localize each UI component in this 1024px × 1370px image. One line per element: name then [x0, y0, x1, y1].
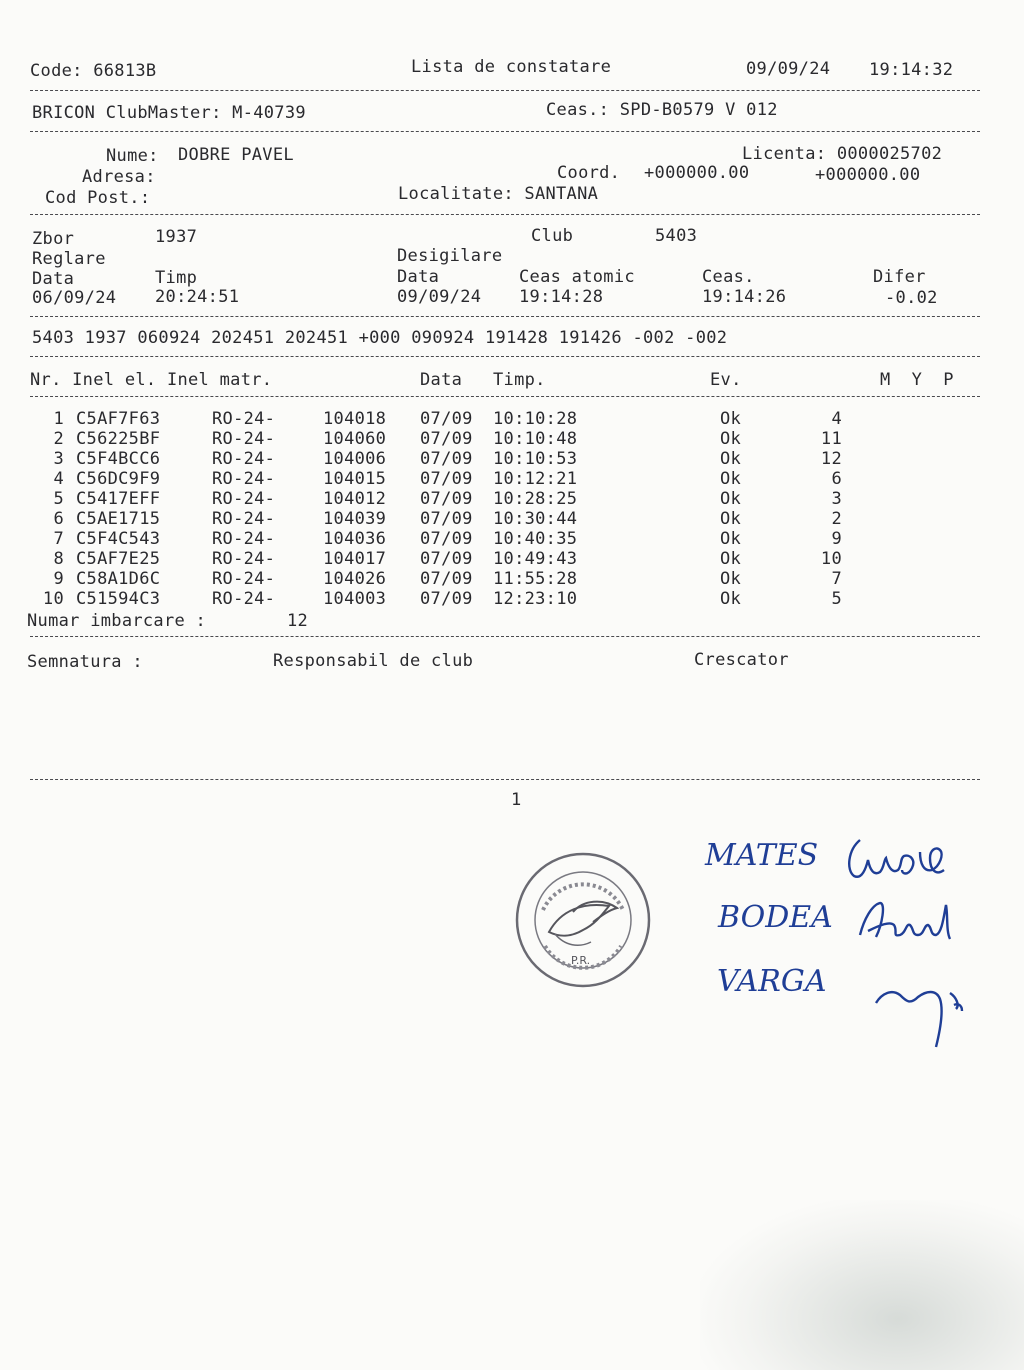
ring-prefix: RO-24-: [212, 569, 276, 589]
event-status: Ok: [720, 469, 742, 489]
table-row: [0, 589, 1024, 609]
signature-3-icon: [870, 975, 980, 1055]
arrival-time: 10:49:43: [493, 549, 578, 569]
nume-label: Nume:: [106, 146, 159, 166]
ring-number: 104006: [323, 449, 387, 469]
arrival-date: 07/09: [420, 409, 473, 429]
header-time: 19:14:32: [869, 60, 954, 80]
ring-electronic: C56225BF: [76, 429, 161, 449]
ring-prefix: RO-24-: [212, 449, 276, 469]
club-responsible-label: Responsabil de club: [273, 651, 474, 671]
ring-electronic: C5F4C543: [76, 529, 161, 549]
row-nr: 2: [53, 429, 64, 449]
divider: [30, 214, 980, 215]
ring-number: 104018: [323, 409, 387, 429]
club-value: 5403: [655, 226, 698, 246]
signature-label: Semnatura :: [27, 652, 143, 672]
table-row: [0, 529, 1024, 549]
arrival-date: 07/09: [420, 489, 473, 509]
arrival-date: 07/09: [420, 589, 473, 609]
rank: 3: [831, 489, 842, 509]
ring-number: 104012: [323, 489, 387, 509]
ceas-value: 19:14:26: [702, 287, 787, 307]
row-nr: 3: [53, 449, 64, 469]
difer-value: -0.02: [885, 288, 938, 308]
desig-data-label: Data: [397, 267, 440, 287]
code-label: Code: 66813B: [30, 61, 157, 81]
ring-electronic: C51594C3: [76, 589, 161, 609]
table-row: [0, 449, 1024, 469]
arrival-time: 10:10:53: [493, 449, 578, 469]
arrival-time: 12:23:10: [493, 589, 578, 609]
rank: 9: [831, 529, 842, 549]
ring-prefix: RO-24-: [212, 469, 276, 489]
svg-text:P.R.: P.R.: [571, 954, 591, 967]
table-row: [0, 469, 1024, 489]
ring-prefix: RO-24-: [212, 529, 276, 549]
arrival-date: 07/09: [420, 469, 473, 489]
club-label: Club: [531, 226, 574, 246]
breeder-label: Crescator: [694, 650, 789, 670]
rank: 5: [831, 589, 842, 609]
ring-prefix: RO-24-: [212, 549, 276, 569]
event-status: Ok: [720, 509, 742, 529]
ring-prefix: RO-24-: [212, 509, 276, 529]
rank: 11: [820, 429, 842, 449]
col-header-data: Data: [420, 370, 463, 390]
ceas-atomic-label: Ceas atomic: [519, 267, 635, 287]
divider: [30, 636, 980, 637]
row-nr: 5: [53, 489, 64, 509]
signature-1-icon: [840, 830, 960, 890]
signature-2-icon: [850, 895, 960, 950]
col-header-myp: M Y P: [880, 370, 954, 390]
divider: [30, 90, 980, 91]
ceas-atomic-value: 19:14:28: [519, 287, 604, 307]
event-status: Ok: [720, 489, 742, 509]
col-header-nr-inel: Nr. Inel el. Inel matr.: [30, 370, 273, 390]
col-header-timp: Timp.: [493, 370, 546, 390]
event-status: Ok: [720, 569, 742, 589]
imbarcare-value: 12: [287, 611, 309, 631]
rank: 7: [831, 569, 842, 589]
page-number: 1: [511, 790, 522, 810]
event-status: Ok: [720, 589, 742, 609]
ceas-label: Ceas.: [702, 267, 755, 287]
table-row: [0, 489, 1024, 509]
ring-prefix: RO-24-: [212, 489, 276, 509]
rank: 10: [820, 549, 842, 569]
ring-electronic: C5417EFF: [76, 489, 161, 509]
arrival-time: 10:40:35: [493, 529, 578, 549]
clubmaster-id: BRICON ClubMaster: M-40739: [32, 103, 306, 123]
handwritten-name-mates: MATES: [705, 838, 819, 873]
ring-prefix: RO-24-: [212, 409, 276, 429]
event-status: Ok: [720, 429, 742, 449]
adresa-label: Adresa:: [82, 167, 156, 187]
row-nr: 1: [53, 409, 64, 429]
table-row: [0, 549, 1024, 569]
ring-number: 104015: [323, 469, 387, 489]
arrival-date: 07/09: [420, 529, 473, 549]
table-row: [0, 429, 1024, 449]
ring-number: 104026: [323, 569, 387, 589]
ring-prefix: RO-24-: [212, 589, 276, 609]
row-nr: 7: [53, 529, 64, 549]
handwritten-name-varga: VARGA: [717, 964, 827, 999]
arrival-time: 10:10:48: [493, 429, 578, 449]
imbarcare-label: Numar imbarcare :: [27, 611, 207, 631]
ring-electronic: C58A1D6C: [76, 569, 161, 589]
event-status: Ok: [720, 449, 742, 469]
coord-label: Coord.: [557, 163, 621, 183]
table-row: [0, 409, 1024, 429]
arrival-time: 10:12:21: [493, 469, 578, 489]
ring-number: 104039: [323, 509, 387, 529]
ring-electronic: C5AF7E25: [76, 549, 161, 569]
arrival-time: 10:10:28: [493, 409, 578, 429]
ring-number: 104017: [323, 549, 387, 569]
table-row: [0, 569, 1024, 589]
licence: Licenta: 0000025702: [742, 144, 943, 164]
reglare-timp-label: Timp: [155, 268, 198, 288]
ring-number: 104003: [323, 589, 387, 609]
owner-name: DOBRE PAVEL: [178, 145, 294, 165]
reglare-timp: 20:24:51: [155, 287, 240, 307]
divider: [30, 131, 980, 132]
row-nr: 8: [53, 549, 64, 569]
zbor-value: 1937: [155, 227, 198, 247]
ring-number: 104060: [323, 429, 387, 449]
reglare-label: Reglare: [32, 249, 106, 269]
desig-data: 09/09/24: [397, 287, 482, 307]
coord-y: +000000.00: [815, 165, 921, 185]
localitate: Localitate: SANTANA: [398, 184, 599, 204]
row-nr: 9: [53, 569, 64, 589]
rank: 6: [831, 469, 842, 489]
difer-label: Difer: [873, 267, 926, 287]
handwritten-name-bodea: BODEA: [718, 900, 833, 935]
reglare-data: 06/09/24: [32, 288, 117, 308]
col-header-ev: Ev.: [710, 370, 742, 390]
divider: [30, 356, 980, 357]
row-nr: 10: [42, 589, 64, 609]
ring-prefix: RO-24-: [212, 429, 276, 449]
club-stamp-icon: [513, 850, 653, 990]
row-nr: 6: [53, 509, 64, 529]
arrival-date: 07/09: [420, 429, 473, 449]
ring-electronic: C5AE1715: [76, 509, 161, 529]
divider: [30, 316, 980, 317]
arrival-date: 07/09: [420, 449, 473, 469]
arrival-time: 10:30:44: [493, 509, 578, 529]
ring-electronic: C5AF7F63: [76, 409, 161, 429]
reglare-data-label: Data: [32, 269, 75, 289]
header-date: 09/09/24: [746, 59, 831, 79]
desigilare-label: Desigilare: [397, 246, 503, 266]
document-title: Lista de constatare: [411, 57, 612, 77]
zbor-label: Zbor: [32, 229, 75, 249]
code-line: 5403 1937 060924 202451 202451 +000 090924 191428 191426 -002 -002: [32, 328, 728, 348]
rank: 2: [831, 509, 842, 529]
arrival-time: 11:55:28: [493, 569, 578, 589]
paper-smudge: [700, 1200, 1024, 1370]
arrival-date: 07/09: [420, 509, 473, 529]
rank: 12: [820, 449, 842, 469]
arrival-date: 07/09: [420, 549, 473, 569]
divider: [30, 396, 980, 397]
arrival-time: 10:28:25: [493, 489, 578, 509]
ring-electronic: C56DC9F9: [76, 469, 161, 489]
rank: 4: [831, 409, 842, 429]
clock-id: Ceas.: SPD-B0579 V 012: [546, 100, 778, 120]
event-status: Ok: [720, 529, 742, 549]
arrival-date: 07/09: [420, 569, 473, 589]
ring-electronic: C5F4BCC6: [76, 449, 161, 469]
cod-post-label: Cod Post.:: [45, 188, 151, 208]
coord-x: +000000.00: [644, 163, 750, 183]
ring-number: 104036: [323, 529, 387, 549]
event-status: Ok: [720, 549, 742, 569]
event-status: Ok: [720, 409, 742, 429]
table-row: [0, 509, 1024, 529]
divider: [30, 779, 980, 780]
row-nr: 4: [53, 469, 64, 489]
